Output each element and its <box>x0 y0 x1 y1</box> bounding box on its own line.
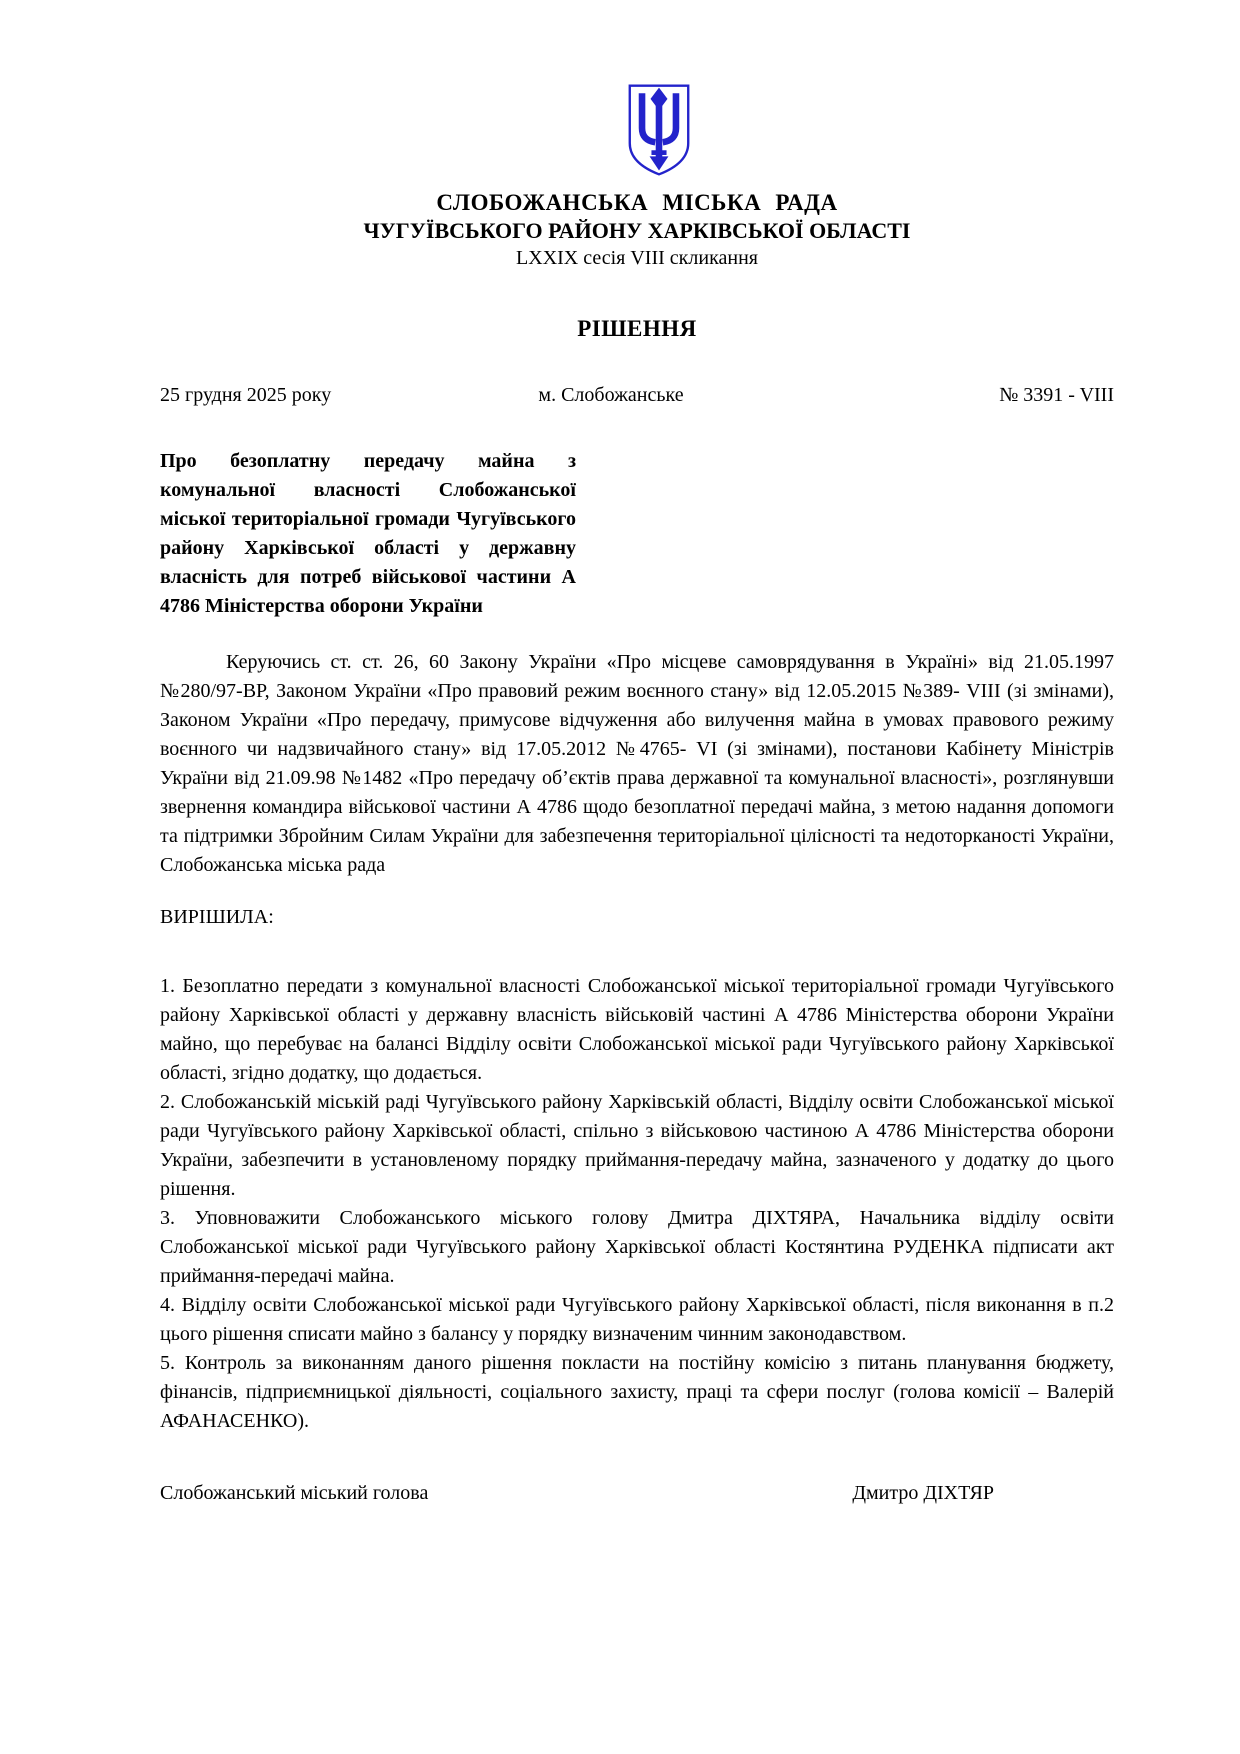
ukraine-trident-emblem-icon <box>626 82 692 178</box>
emblem-container <box>182 82 1136 178</box>
preamble-paragraph: Керуючись ст. ст. 26, 60 Закону України «Про місцеве самоврядування в Україні» від 21.05.1997 №280/97-ВР, Законом України «Про правовий режим воєнного стану» від 12.05.2015 №389- VIII (зі змінами), Законом України «Про передачу, примусове відчуження або вилучення майна в умовах правового режиму воєнного чи надзвичайного стану» від 17.05.2012 №4765- VI (зі змінами), постанови Кабінету Міністрів України від 21.09.98 №1482 «Про передачу об’єктів права державної та комунальної власності», розглянувши звернення командира військової частини А 4786 щодо безоплатної передачі майна, з метою надання допомоги та підтримки Збройним Силам України для забезпечення територіальної цілісності та недоторканості України, Слобожанська міська рада <box>160 651 1114 876</box>
resolution-items <box>160 972 1114 1436</box>
signatory-position: Слобожанський міський голова <box>160 1482 429 1504</box>
resolution-item: 2. Слобожанській міській раді Чугуївського району Харківській області, Відділу освіти Слобожанської міської ради Чугуївського району Харківської області, спільно з військовою частиною А 4786 Міністерства оборони України, забезпечити в установленому порядку приймання-передачу майна, зазначеного у додатку до цього рішення. <box>160 1091 1114 1200</box>
document-title: РІШЕННЯ <box>577 316 697 341</box>
subject-paragraph: Про безоплатну передачу майна з комунальної власності Слобожанської міської територіальної громади Чугуївського району Харківської області у державну власність для потреб військової частини А 4786 Міністерства оборони України <box>160 450 576 617</box>
session-line: LXXIX сесія VIII скликання <box>516 247 758 269</box>
resolution-item: 5. Контроль за виконанням даного рішення покласти на постійну комісію з питань планування бюджету, фінансів, підприємницької діяльності, соціального захисту, праці та сфери послуг (голова комісії – Валерій АФАНАСЕНКО). <box>160 1352 1114 1432</box>
document-header <box>160 82 1114 270</box>
document-number: № 3391 - VIII <box>999 384 1114 406</box>
resolution-item: 1. Безоплатно передати з комунальної власності Слобожанської міської територіальної громади Чугуївського району Харківської області у державну власність військовій частині А 4786 Міністерства оборони України майно, що перебуває на балансі Відділу освіти Слобожанської міської ради Чугуївського району Харківської області, згідно додатку, що додається. <box>160 975 1114 1084</box>
resolution-item: 3. Уповноважити Слобожанського міського голову Дмитра ДІХТЯРА, Начальника відділу освіти Слобожанської міської ради Чугуївського району Харківської області Костянтина РУДЕНКА підписати акт приймання-передачі майна. <box>160 1207 1114 1287</box>
district-name: ЧУГУЇВСЬКОГО РАЙОНУ ХАРКІВСЬКОЇ ОБЛАСТІ <box>363 218 911 243</box>
signatory-name: Дмитро ДІХТЯР <box>852 1482 994 1504</box>
resolution-item: 4. Відділу освіти Слобожанської міської ради Чугуївського району Харківської області, після виконання в п.2 цього рішення списати майно з балансу у порядку визначеним чинним законодавством. <box>160 1294 1114 1345</box>
signature-row <box>160 1482 1114 1505</box>
document-meta-row <box>160 384 1114 407</box>
resolved-label: ВИРІШИЛА: <box>160 906 274 928</box>
council-name: СЛОБОЖАНСЬКА МІСЬКА РАДА <box>436 190 838 215</box>
document-date: 25 грудня 2025 року <box>160 384 332 406</box>
document-place: м. Слобожанське <box>538 384 684 406</box>
